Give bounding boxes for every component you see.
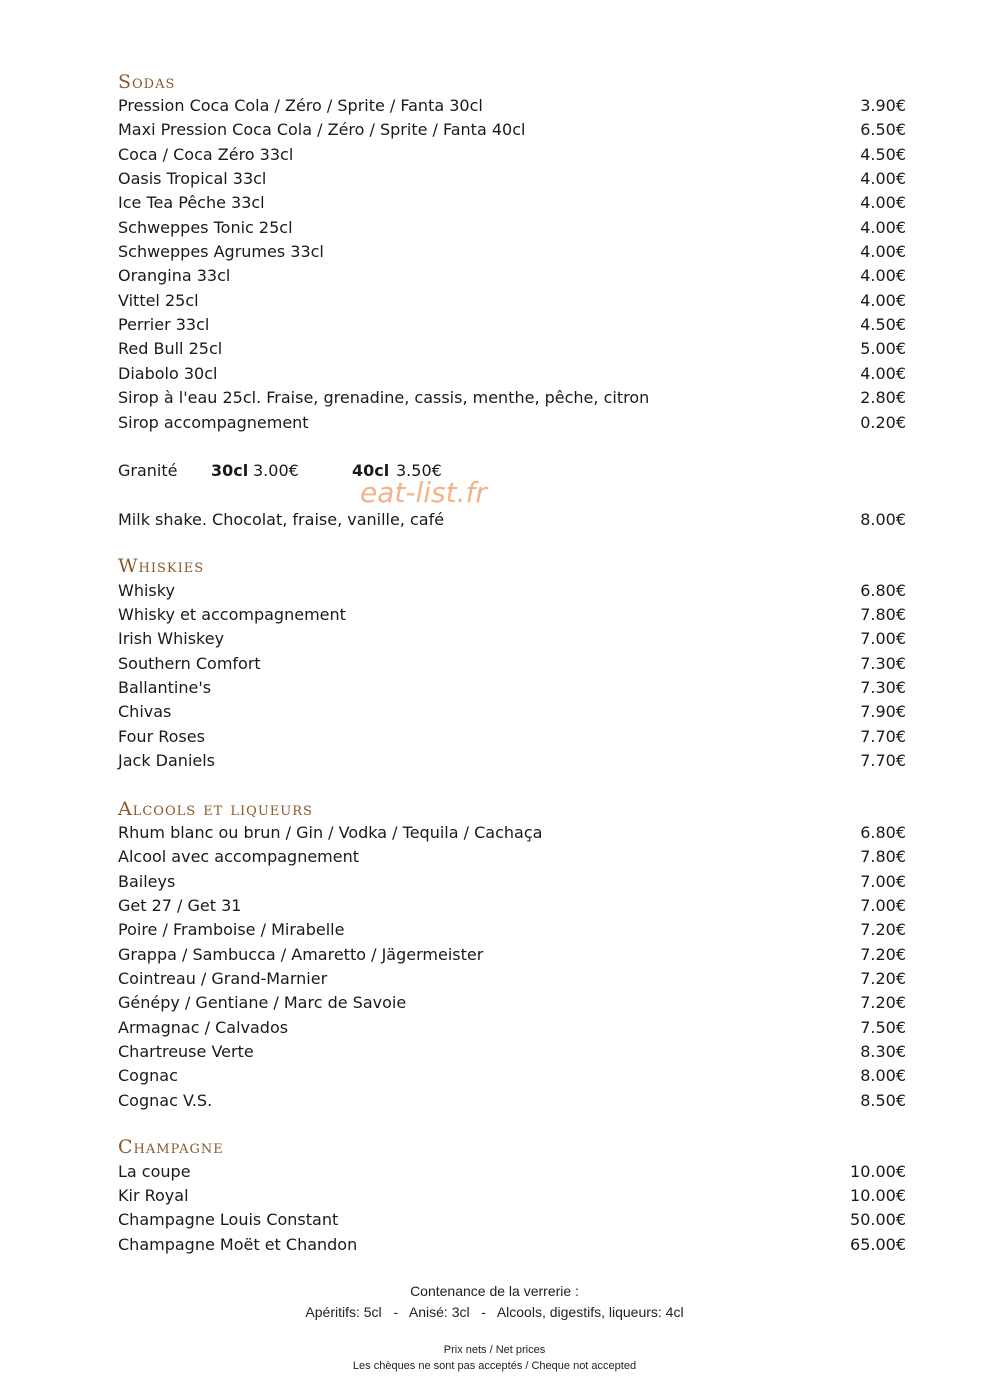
menu-item [118, 411, 906, 435]
item-name: Whisky [118, 581, 175, 600]
menu-item [118, 1064, 906, 1088]
footer-cheques: Les chèques ne sont pas acceptés / Cheque not accepted [352, 1360, 637, 1372]
menu-item [118, 845, 906, 869]
menu-item [118, 894, 906, 918]
item-price: 8.00€ [860, 1066, 906, 1085]
item-name: Maxi Pression Coca Cola / Zéro / Sprite / Fanta 40cl [118, 120, 526, 139]
granite-label: Granité [118, 461, 178, 480]
item-name: Schweppes Tonic 25cl [118, 218, 293, 237]
item-name: Armagnac / Calvados [118, 1018, 289, 1037]
item-price: 7.70€ [860, 727, 906, 746]
menu-item [118, 1089, 906, 1113]
item-name: Irish Whiskey [118, 629, 225, 648]
item-name: Rhum blanc ou brun / Gin / Vodka / Tequila / Cachaça [118, 823, 543, 842]
granite-price-2: 3.50€ [396, 461, 442, 480]
item-price: 10.00€ [850, 1162, 906, 1181]
menu-item [118, 603, 906, 627]
menu-item-milkshake [118, 508, 906, 532]
menu-item [118, 627, 906, 651]
menu-item [118, 362, 906, 386]
item-price: 7.00€ [860, 896, 906, 915]
item-name: Baileys [118, 872, 176, 891]
menu-item [118, 991, 906, 1015]
menu-item [118, 700, 906, 724]
menu-item [118, 579, 906, 603]
item-name: Champagne Louis Constant [118, 1210, 339, 1229]
menu-item [118, 313, 906, 337]
item-name: Red Bull 25cl [118, 339, 223, 358]
menu-item [118, 337, 906, 361]
item-price: 7.20€ [860, 993, 906, 1012]
menu-item [118, 386, 906, 410]
item-price: 6.80€ [860, 581, 906, 600]
menu-item [118, 1233, 906, 1257]
item-name: Vittel 25cl [118, 291, 199, 310]
item-price: 7.00€ [860, 629, 906, 648]
menu-item [118, 725, 906, 749]
footer-glassware-sizes: Apéritifs: 5cl - Anisé: 3cl - Alcools, digestifs, liqueurs: 4cl [305, 1304, 684, 1320]
section-title-champagne: Champagne [118, 1136, 224, 1158]
item-name: Diabolo 30cl [118, 364, 218, 383]
item-price: 7.50€ [860, 1018, 906, 1037]
item-price: 4.00€ [860, 291, 906, 310]
item-price: 7.30€ [860, 678, 906, 697]
item-price: 7.80€ [860, 847, 906, 866]
menu-item [118, 118, 906, 142]
item-price: 10.00€ [850, 1186, 906, 1205]
menu-item [118, 943, 906, 967]
section-title-sodas: Sodas [118, 71, 176, 93]
menu-item [118, 749, 906, 773]
item-name: Schweppes Agrumes 33cl [118, 242, 324, 261]
menu-item [118, 1160, 906, 1184]
item-price: 4.00€ [860, 266, 906, 285]
item-name: Pression Coca Cola / Zéro / Sprite / Fanta 30cl [118, 96, 483, 115]
item-name: Poire / Framboise / Mirabelle [118, 920, 345, 939]
granite-price-1: 3.00€ [253, 461, 299, 480]
item-price: 4.00€ [860, 364, 906, 383]
granite-size-2: 40cl [352, 461, 390, 480]
item-price: 3.90€ [860, 96, 906, 115]
item-price: 8.50€ [860, 1091, 906, 1110]
item-price: 7.90€ [860, 702, 906, 721]
item-name: Alcool avec accompagnement [118, 847, 360, 866]
item-name: Milk shake. Chocolat, fraise, vanille, café [118, 510, 445, 529]
footer-net-prices: Prix nets / Net prices [443, 1344, 546, 1356]
menu-item [118, 676, 906, 700]
item-price: 50.00€ [850, 1210, 906, 1229]
item-price: 7.00€ [860, 872, 906, 891]
item-name: Génépy / Gentiane / Marc de Savoie [118, 993, 407, 1012]
item-price: 7.70€ [860, 751, 906, 770]
item-name: Champagne Moët et Chandon [118, 1235, 358, 1254]
menu-item [118, 216, 906, 240]
item-price: 8.30€ [860, 1042, 906, 1061]
item-price: 4.50€ [860, 145, 906, 164]
watermark: eat-list.fr [360, 476, 487, 509]
item-price: 0.20€ [860, 413, 906, 432]
menu-item [118, 1184, 906, 1208]
menu-item [118, 1040, 906, 1064]
menu-item [118, 264, 906, 288]
menu-item [118, 240, 906, 264]
item-name: Grappa / Sambucca / Amaretto / Jägermeister [118, 945, 484, 964]
menu-item [118, 918, 906, 942]
item-name: Chartreuse Verte [118, 1042, 254, 1061]
item-name: Whisky et accompagnement [118, 605, 346, 624]
section-title-whiskies: Whiskies [118, 555, 205, 577]
menu-item [118, 1016, 906, 1040]
item-price: 6.80€ [860, 823, 906, 842]
item-name: Oasis Tropical 33cl [118, 169, 267, 188]
footer-glassware-title: Contenance de la verrerie : [410, 1283, 579, 1299]
item-name: Kir Royal [118, 1186, 189, 1205]
item-price: 5.00€ [860, 339, 906, 358]
menu-item [118, 870, 906, 894]
item-price: 7.30€ [860, 654, 906, 673]
menu-item [118, 94, 906, 118]
item-price: 4.00€ [860, 193, 906, 212]
menu-item [118, 967, 906, 991]
menu-item [118, 289, 906, 313]
section-title-alcools: Alcools et liqueurs [118, 798, 313, 820]
item-name: Ice Tea Pêche 33cl [118, 193, 265, 212]
item-name: Southern Comfort [118, 654, 261, 673]
item-price: 7.20€ [860, 969, 906, 988]
item-name: Get 27 / Get 31 [118, 896, 242, 915]
item-name: Sirop à l'eau 25cl. Fraise, grenadine, cassis, menthe, pêche, citron [118, 388, 650, 407]
item-name: Chivas [118, 702, 172, 721]
item-name: Coca / Coca Zéro 33cl [118, 145, 294, 164]
item-price: 2.80€ [860, 388, 906, 407]
item-name: Ballantine's [118, 678, 212, 697]
item-price: 65.00€ [850, 1235, 906, 1254]
item-price: 7.20€ [860, 920, 906, 939]
item-name: La coupe [118, 1162, 191, 1181]
item-price: 7.20€ [860, 945, 906, 964]
menu-item [118, 1208, 906, 1232]
menu-item [118, 652, 906, 676]
item-name: Cognac [118, 1066, 178, 1085]
item-price: 6.50€ [860, 120, 906, 139]
granite-size-1: 30cl [211, 461, 249, 480]
item-price: 4.00€ [860, 242, 906, 261]
menu-item [118, 143, 906, 167]
item-name: Cognac V.S. [118, 1091, 213, 1110]
item-price: 4.50€ [860, 315, 906, 334]
item-price: 8.00€ [860, 510, 906, 529]
item-name: Perrier 33cl [118, 315, 210, 334]
menu-item [118, 167, 906, 191]
item-name: Jack Daniels [118, 751, 216, 770]
item-name: Four Roses [118, 727, 205, 746]
menu-item [118, 821, 906, 845]
item-price: 4.00€ [860, 218, 906, 237]
item-name: Cointreau / Grand-Marnier [118, 969, 328, 988]
menu-item [118, 191, 906, 215]
item-name: Sirop accompagnement [118, 413, 309, 432]
item-price: 7.80€ [860, 605, 906, 624]
item-name: Orangina 33cl [118, 266, 231, 285]
item-price: 4.00€ [860, 169, 906, 188]
